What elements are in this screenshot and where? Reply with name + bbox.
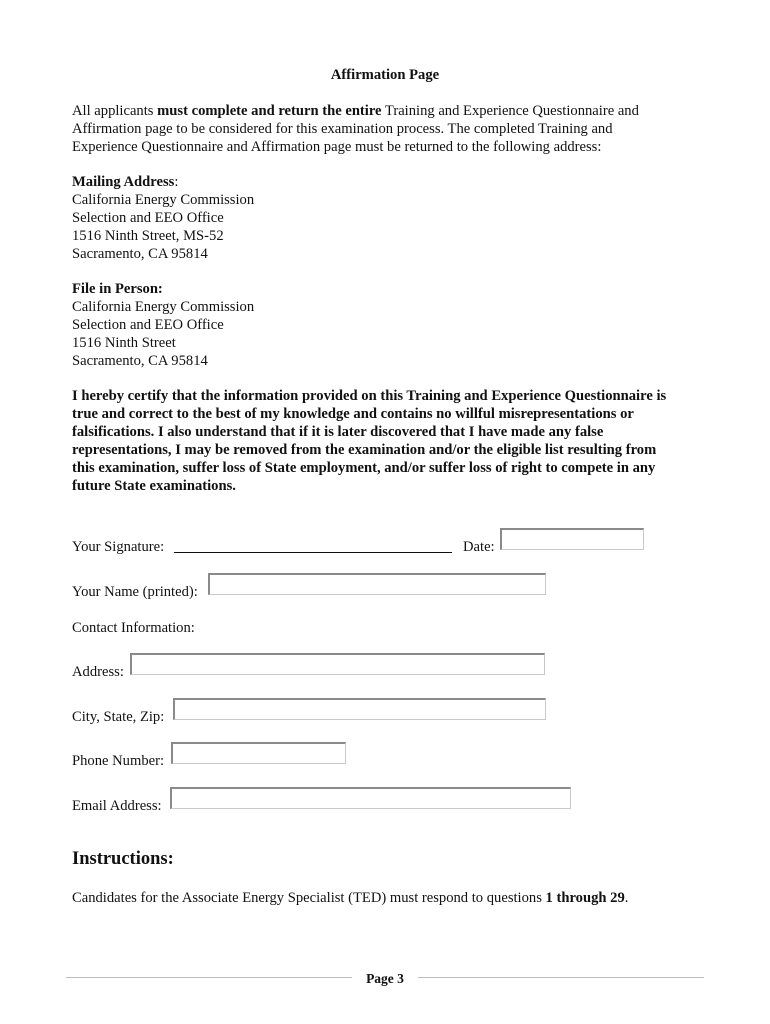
intro-line-2: Affirmation page to be considered for this examination process. The completed Training and: [72, 121, 613, 137]
mailing-line: Selection and EEO Office: [72, 210, 224, 226]
intro-text: Training and Experience Questionnaire and: [381, 103, 639, 119]
intro-emphasis: must complete and return the entire: [157, 103, 382, 119]
signature-line[interactable]: [174, 552, 452, 553]
certification-line: falsifications. I also understand that if it is later discovered that I have made any false: [72, 424, 604, 440]
mailing-line: 1516 Ninth Street, MS-52: [72, 228, 224, 244]
certification-line: this examination, suffer loss of State employment, and/or suffer loss of right to compete in any: [72, 460, 656, 476]
date-label: Date:: [463, 539, 495, 555]
intro-text: All applicants: [72, 103, 158, 119]
page-title: Affirmation Page: [330, 67, 440, 83]
intro-line-1: [72, 102, 702, 120]
email-label: Email Address:: [72, 798, 162, 814]
instructions-heading: Instructions:: [72, 849, 174, 869]
instructions-text-part: Candidates for the Associate Energy Specialist (TED) must respond to questions: [72, 890, 546, 906]
phone-label: Phone Number:: [72, 753, 165, 769]
mailing-line: California Energy Commission: [72, 192, 255, 208]
question-range: 1 through 29: [545, 890, 625, 906]
phone-field[interactable]: [171, 742, 346, 764]
intro-paragraph: [72, 102, 702, 156]
mailing-heading-line: [72, 173, 702, 191]
address-field[interactable]: [130, 653, 545, 675]
instructions-text: [72, 889, 702, 907]
certification-line: true and correct to the best of my knowledge and contains no willful misrepresentations or: [72, 406, 634, 422]
mailing-line: Sacramento, CA 95814: [72, 246, 208, 262]
email-field[interactable]: [170, 787, 571, 809]
in-person-line: Selection and EEO Office: [72, 317, 224, 333]
instructions-line: [72, 889, 702, 907]
mailing-heading: Mailing Address: [72, 174, 175, 190]
in-person-line: Sacramento, CA 95814: [72, 353, 208, 369]
name-label: Your Name (printed):: [72, 584, 198, 600]
contact-info-label: Contact Information:: [72, 620, 195, 636]
in-person-heading: File in Person:: [72, 281, 163, 297]
certification-line: representations, I may be removed from the examination and/or the eligible list resulting from: [72, 442, 657, 458]
in-person-line: 1516 Ninth Street: [72, 335, 176, 351]
certification-statement: [72, 387, 702, 495]
certification-line: I hereby certify that the information provided on this Training and Experience Questionnaire is: [72, 388, 667, 404]
city-state-zip-field[interactable]: [173, 698, 546, 720]
address-label: Address:: [72, 664, 124, 680]
in-person-line: California Energy Commission: [72, 299, 255, 315]
signature-label: Your Signature:: [72, 539, 165, 555]
printed-name-field[interactable]: [208, 573, 546, 595]
instructions-text-part: .: [624, 890, 629, 906]
mailing-colon: :: [174, 174, 179, 190]
date-field[interactable]: [500, 528, 644, 550]
city-state-zip-label: City, State, Zip:: [72, 709, 165, 725]
certification-line: future State examinations.: [72, 478, 236, 494]
mailing-address-block: [72, 173, 702, 263]
in-person-address-block: [72, 280, 702, 370]
intro-line-3: Experience Questionnaire and Affirmation page must be returned to the following address:: [72, 139, 602, 155]
page-number: Page 3: [366, 971, 404, 986]
